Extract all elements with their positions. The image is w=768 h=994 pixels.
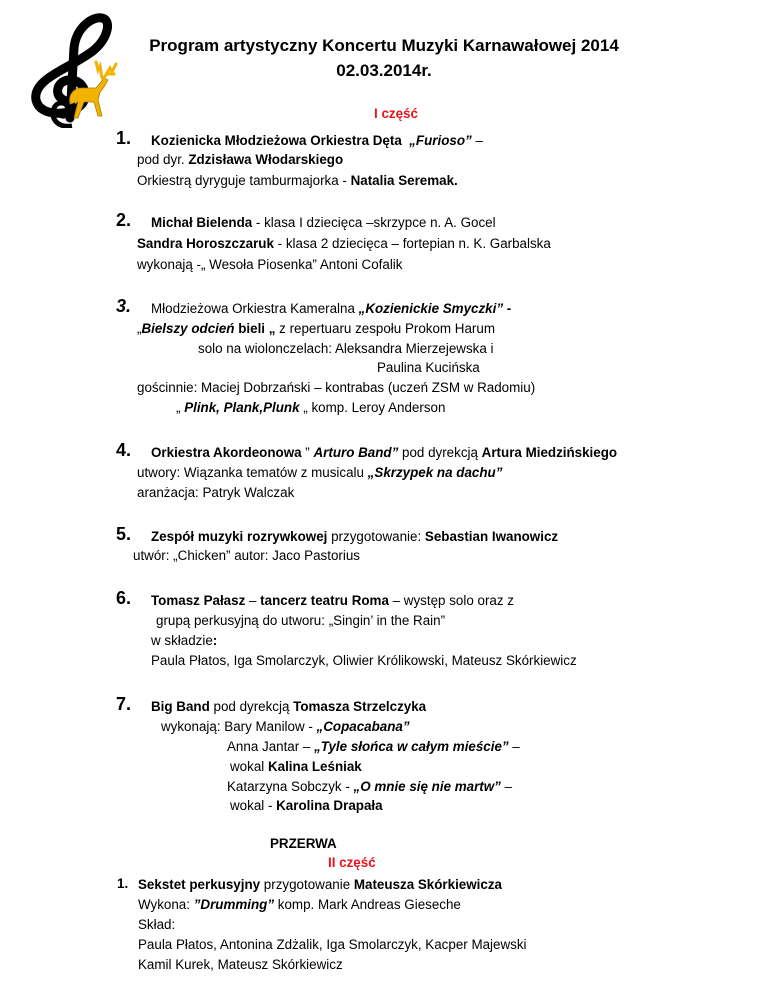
item-2-line-3: wykonają -„ Wesoła Piosenka” Antoni Cofalik: [137, 257, 403, 272]
part2-item-1-line-5: Kamil Kurek, Mateusz Skórkiewicz: [138, 957, 343, 972]
item-7-line-2: wykonają: Bary Manilow - „Copacabana”: [161, 719, 410, 734]
item-5-line-2: utwór: „Chicken” autor: Jaco Pastorius: [133, 548, 360, 563]
page-date: 02.03.2014r.: [336, 61, 432, 80]
item-5-line-1: Zespół muzyki rozrywkowej przygotowanie: Sebastian Iwanowicz: [151, 529, 559, 544]
item-3-line-4: Paulina Kucińska: [377, 360, 480, 375]
item-3-line-3: solo na wiolonczelach: Aleksandra Mierzejewska i: [198, 341, 494, 356]
item-3-line-2: „Bielszy odcień bieli „ z repertuaru zespołu Prokom Harum: [137, 321, 495, 336]
item-number: 7.: [116, 694, 132, 714]
item-2-line-1: Michał Bielenda - klasa I dziecięca –skrzypce n. A. Gocel: [151, 215, 496, 230]
part2-item-1-line-2: Wykona: ”Drumming” komp. Mark Andreas Gieseche: [138, 897, 461, 912]
item-6-line-1: Tomasz Pałasz – tancerz teatru Roma – występ solo oraz z: [151, 593, 514, 608]
item-3-line-1: Młodzieżowa Orkiestra Kameralna „Kozienickie Smyczki” -: [151, 301, 512, 316]
item-1-line-3: Orkiestrą dyryguje tamburmajorka - Natalia Seremak.: [137, 173, 458, 188]
part2-item-1-line-4: Paula Płatos, Antonina Zdżalik, Iga Smolarczyk, Kacper Majewski: [138, 937, 527, 952]
part1-heading: I część: [374, 106, 418, 121]
item-number: 6.: [116, 588, 132, 608]
item-7-line-5: Katarzyna Sobczyk - „O mnie się nie martw” –: [227, 779, 513, 794]
item-number: 5.: [116, 524, 132, 544]
item-6-line-3: w składzie:: [151, 633, 218, 648]
item-6-line-2: grupą perkusyjną do utworu: „Singin’ in the Rain”: [156, 613, 446, 628]
item-4-line-2: utwory: Wiązanka tematów z musicalu „Skrzypek na dachu”: [137, 465, 503, 480]
item-7-line-4: wokal Kalina Leśniak: [230, 759, 362, 774]
item-3-line-6: „ Plink, Plank,Plunk „ komp. Leroy Anderson: [176, 400, 446, 415]
item-4-line-1: Orkiestra Akordeonowa ” Arturo Band” pod dyrekcją Artura Miedzińskiego: [151, 445, 618, 460]
item-6-line-4: Paula Płatos, Iga Smolarczyk, Oliwier Królikowski, Mateusz Skórkiewicz: [151, 653, 577, 668]
item-number: 4.: [116, 440, 132, 460]
item-number: 2.: [116, 210, 132, 230]
item-7-line-3: Anna Jantar – „Tyle słońca w całym mieście” –: [227, 739, 520, 754]
part2-heading: II część: [328, 855, 376, 870]
item-3-line-5: gościnnie: Maciej Dobrzański – kontrabas (uczeń ZSM w Radomiu): [137, 380, 536, 395]
item-number: 3.: [116, 296, 132, 316]
item-7-line-6: wokal - Karolina Drapała: [230, 798, 383, 813]
item-1-line-2: pod dyr. Zdzisława Włodarskiego: [137, 152, 344, 167]
item-2-line-2: Sandra Horoszczaruk - klasa 2 dziecięca – fortepian n. K. Garbalska: [137, 236, 551, 251]
item-1-line-1: Kozienicka Młodzieżowa Orkiestra Dęta „Furioso” –: [151, 133, 483, 148]
part2-item-1-line-1: Sekstet perkusyjny przygotowanie Mateusza Skórkiewicza: [138, 877, 502, 892]
item-4-line-3: aranżacja: Patryk Walczak: [137, 485, 295, 500]
part2-item-1-line-3: Skład:: [138, 917, 176, 932]
item-7-line-1: Big Band pod dyrekcją Tomasza Strzelczyka: [151, 699, 427, 714]
item-number: 1.: [117, 876, 129, 891]
page-title: Program artystyczny Koncertu Muzyki Karnawałowej 2014: [149, 36, 619, 55]
break-label: PRZERWA: [270, 836, 337, 851]
item-number: 1.: [116, 128, 132, 148]
